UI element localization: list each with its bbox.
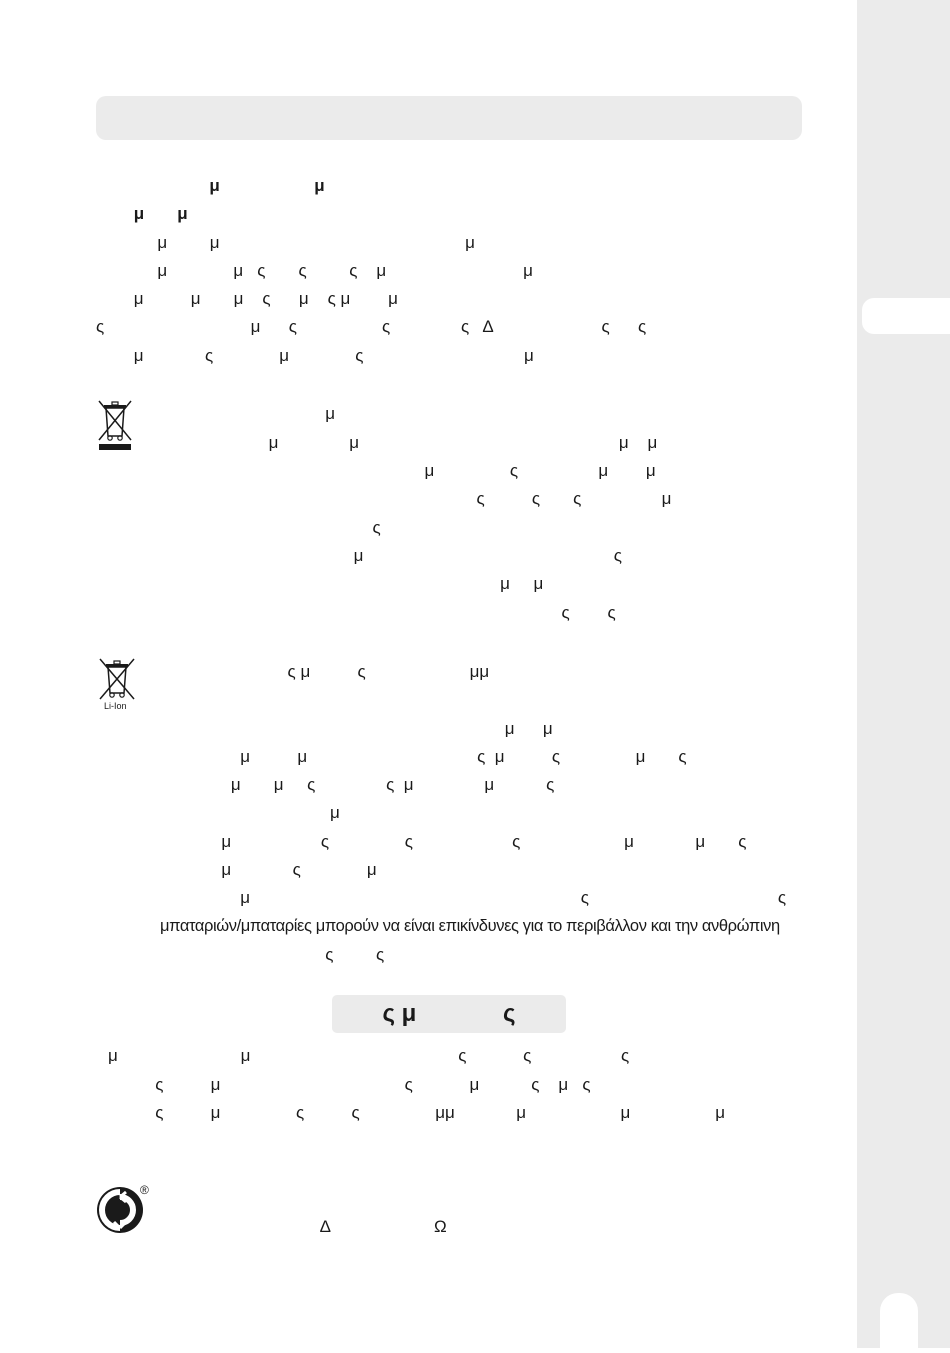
intro-line: μ μ <box>96 176 325 195</box>
battery-line: μ μ ς ς μ μ ς <box>160 775 555 794</box>
section-header-bar <box>96 96 802 140</box>
weee-line: ς ς <box>160 603 616 622</box>
packaging-line: μ μ ς ς ς <box>108 1046 630 1065</box>
intro-line: μ μ μ <box>96 233 475 252</box>
weee-line: μ ς <box>160 546 622 565</box>
battery-line: μ ς μ <box>160 860 377 879</box>
weee-line: μ ς μ μ <box>160 461 656 480</box>
battery-hazard-line: μπαταριών/μπαταρίες μπορούν να είναι επικίνδυνες για το περιβάλλον και την ανθρώπινη <box>160 917 780 935</box>
weee-line: μ μ μ μ <box>160 433 658 452</box>
intro-line: ς μ ς ς ς Δ ς ς <box>96 317 647 336</box>
battery-type-label: Li-Ion <box>104 701 127 711</box>
intro-line: μ ς μ ς μ <box>96 346 534 365</box>
intro-line: μ μ ς ς ς μ μ <box>96 261 533 280</box>
crossed-out-battery-bin-icon <box>96 657 138 713</box>
language-tab <box>862 298 950 334</box>
crossed-out-wheelie-bin-icon <box>96 398 134 452</box>
battery-line: μ μ <box>160 719 553 738</box>
battery-line: ς ς <box>160 945 385 964</box>
intro-line: μ μ <box>96 204 188 223</box>
weee-line: ς ς ς μ <box>160 489 672 508</box>
battery-line: μ μ ς μ ς μ ς <box>160 747 687 766</box>
battery-line: μ ς ς ς μ μ ς <box>160 832 747 851</box>
battery-line: ς μ ς μμ <box>160 662 490 681</box>
battery-line: μ <box>160 803 340 822</box>
weee-line: ς <box>160 518 381 537</box>
right-sidebar <box>857 0 950 1348</box>
intro-line: μ μ μ ς μ ς μ μ <box>96 289 398 308</box>
weee-line: μ μ <box>160 574 544 593</box>
packaging-line: ς μ ς ς μμ μ μ μ <box>108 1103 726 1122</box>
weee-line: μ <box>160 404 336 423</box>
registered-trademark-mark: ® <box>140 1183 149 1197</box>
green-dot-recycling-icon <box>96 1184 154 1236</box>
packaging-line: ς μ ς μ ς μ ς <box>108 1075 591 1094</box>
packaging-heading: ς μ ς <box>332 995 566 1033</box>
page-number-tab <box>880 1293 918 1353</box>
battery-line: μ ς ς <box>160 888 787 907</box>
green-dot-text: Δ Ω <box>160 1217 447 1236</box>
